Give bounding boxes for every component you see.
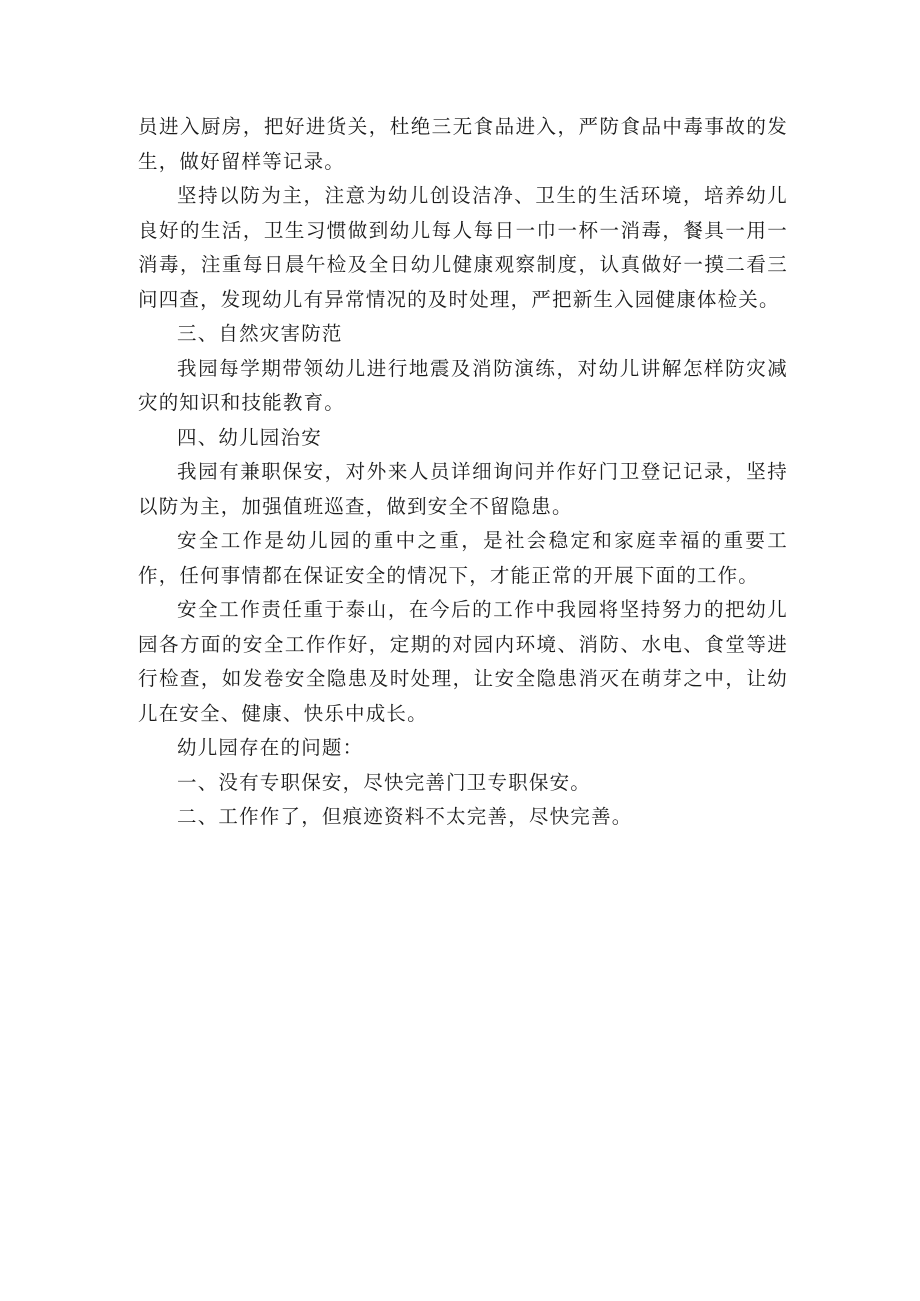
problem-item-1: 一、没有专职保安，尽快完善门卫专职保安。 <box>177 770 592 794</box>
paragraph-safety-priority: 安全工作是幼儿园的重中之重，是社会稳定和家庭幸福的重要工作，任何事情都在保证安全的情况下，才能正常的开展下面的工作。 <box>138 529 788 587</box>
section-heading-security: 四、幼儿园治安 <box>177 425 322 449</box>
paragraph-hygiene: 坚持以防为主，注意为幼儿创设洁净、卫生的生活环境，培养幼儿良好的生活，卫生习惯做到幼儿每人每日一巾一杯一消毒，餐具一用一消毒，注重每日晨午检及全日幼儿健康观察制度，认真做好一摸二看三问四查，发现幼儿有异常情况的及时处理，严把新生入园健康体检关。 <box>138 184 788 311</box>
paragraph-disaster-drills: 我园每学期带领幼儿进行地震及消防演练，对幼儿讲解怎样防灾减灾的知识和技能教育。 <box>138 356 788 414</box>
paragraph-safety-responsibility: 安全工作责任重于泰山，在今后的工作中我园将坚持努力的把幼儿园各方面的安全工作作好，定期的对园内环境、消防、水电、食堂等进行检查，如发卷安全隐患及时处理，让安全隐患消灭在萌芽之中，让幼儿在安全、健康、快乐中成长。 <box>138 598 788 725</box>
paragraph-security-guard: 我园有兼职保安，对外来人员详细询问并作好门卫登记记录，坚持以防为主，加强值班巡查，做到安全不留隐患。 <box>138 460 788 518</box>
paragraph-continuation: 员进入厨房，把好进货关，杜绝三无食品进入，严防食品中毒事故的发生，做好留样等记录。 <box>138 115 788 173</box>
section-heading-problems: 幼儿园存在的问题： <box>177 736 364 759</box>
section-heading-natural-disaster: 三、自然灾害防范 <box>177 322 343 345</box>
document-body <box>138 110 788 835</box>
problem-item-2: 二、工作作了，但痕迹资料不太完善，尽快完善。 <box>177 805 633 828</box>
